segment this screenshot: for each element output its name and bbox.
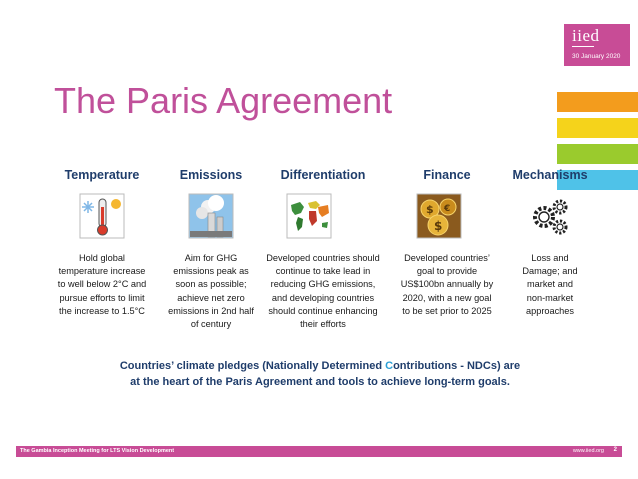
column-heading: Emissions: [179, 168, 243, 182]
column-temperature: [48, 168, 156, 316]
pledges-line-1: Countries’ climate pledges (Nationally Determined Contributions - NDCs) are: [119, 360, 521, 372]
column-emissions: [166, 168, 256, 330]
decor-bar-yellow: [557, 118, 638, 138]
column-heading: Differentiation: [280, 168, 366, 182]
svg-text:$: $: [434, 219, 443, 233]
footer-bar: [16, 446, 622, 457]
column-finance: [392, 168, 502, 316]
world-map-icon: [286, 193, 332, 239]
footer-event-name: The Gambia Inception Meeting for LTS Vision Development: [20, 447, 175, 454]
logo-underline: [572, 46, 594, 47]
slide-date: 30 January 2020: [572, 53, 621, 60]
column-heading: Temperature: [64, 168, 140, 182]
currency-coins-icon: [416, 193, 462, 239]
pledges-statement: [70, 358, 570, 390]
page-number: 2: [613, 447, 617, 453]
column-description: Aim for GHG emissions peak as soon as possible; achieve net zero emissions in 2nd half of century: [168, 253, 254, 330]
svg-text:€: €: [444, 204, 451, 214]
iied-logo: [564, 24, 630, 66]
pledges-line-2: at the heart of the Paris Agreement and tools to achieve long-term goals.: [130, 376, 510, 388]
column-mechanisms: [504, 168, 596, 316]
gears-icon: [527, 193, 573, 239]
factory-smoke-icon: [188, 193, 234, 239]
logo-text: iied: [572, 26, 600, 45]
column-description: Developed countries should continue to take lead in reducing GHG emissions, and developing countries should continue enhancing their efforts: [266, 253, 380, 330]
column-differentiation: [262, 168, 384, 330]
column-heading: Mechanisms: [512, 168, 588, 182]
footer-url-link[interactable]: www.iied.org: [572, 447, 604, 454]
svg-text:$: $: [426, 203, 434, 216]
column-description: Hold global temperature increase to well below 2°C and pursue efforts to limit the increase to 1.5°C: [57, 253, 147, 316]
column-description: Developed countries’ goal to provide US$100bn annually by 2020, with a new goal to be set prior to 2025: [400, 253, 494, 316]
column-heading: Finance: [423, 168, 471, 182]
decor-bar-green: [557, 144, 638, 164]
column-description: Loss and Damage; and market and non-market approaches: [522, 253, 578, 316]
thermometer-icon: [79, 193, 125, 239]
decor-bar-orange: [557, 92, 638, 112]
page-title: The Paris Agreement: [54, 80, 393, 121]
